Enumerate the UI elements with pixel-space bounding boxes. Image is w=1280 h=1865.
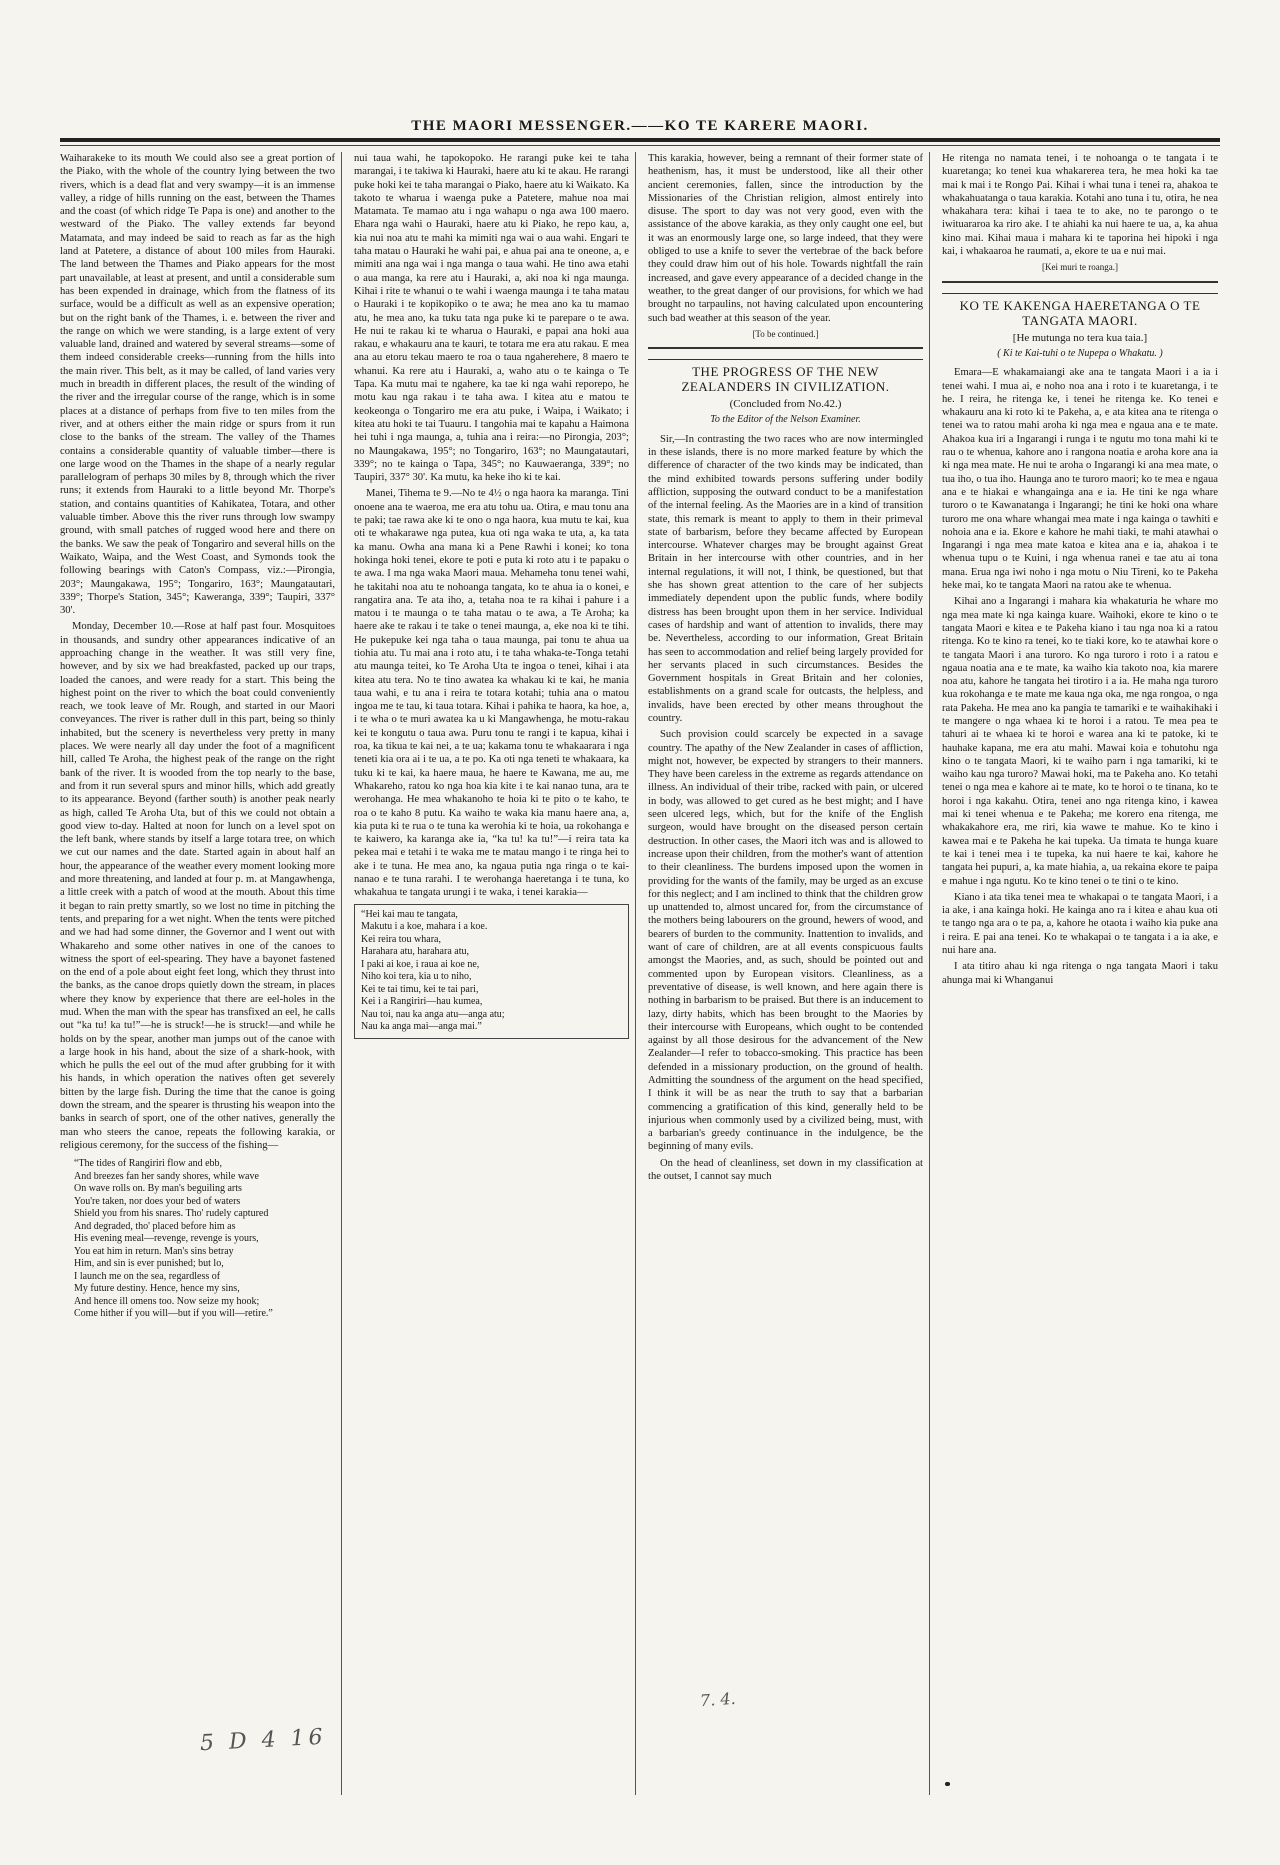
poem-line: And degraded, tho' placed before him as (74, 1220, 236, 1232)
poem-line: Nau ka anga mai—anga mai.” (361, 1021, 482, 1033)
col3-paragraph: Sir,—In contrasting the two races who are now intermingled in these islands, there is no more marked feature by which the difference of character of the two kinds may be indicated, than the mind exhibited towards persons suffering under bodily affliction, supposing the outward conduct to be a manifestation of the internal feeling. As the Maories are in a kind of transition state, this remark is meant to apply to them in their primeval state of barbarism, before they became affected by European intercourse. Whatever charges may be brought against Great Britain in her intercourse with other countries, and in her internal regulations, it will not, I think, be questioned, but that she has shown great attention to the care of her subjects immediately dependent upon the public funds, where bodily distress has been brought upon them in her service. Individual cases of hardship and want of attention to invalids, there may be. Nevertheless, according to our information, Great Britain has seen to accommodation and relief being largely provided for her servants placed in such circumstances. Besides the Government hospitals in Great Britain and her colonies, establishments on a grand scale for outcasts, the helpless, and invalids, have been erected by other means throughout the country. (648, 433, 923, 724)
masthead: THE MAORI MESSENGER.——KO TE KARERE MAORI. (411, 118, 869, 134)
column-4 (942, 152, 1224, 1795)
poem-line: I launch me on the sea, regardless of (74, 1270, 221, 1282)
poem-line: Nau toi, nau ka anga atu—anga atu; (361, 1008, 505, 1020)
poem-line: Kei te tai timu, kei te tai pari, (361, 983, 479, 995)
poem-line: Kei i a Rangiriri—hau kumea, (361, 996, 483, 1008)
header-rule-thick (60, 138, 1220, 142)
concluded-note: (Concluded from No.42.) (729, 398, 842, 411)
column-1 (60, 152, 342, 1795)
to-editor-line-maori: ( Ki te Kai-tuhi o te Nupepa o Whakatu. ) (997, 347, 1163, 359)
text-columns (60, 152, 1220, 1795)
handwritten-annotation: 5 D 4 16 (199, 1724, 328, 1757)
to-editor-line: To the Editor of the Nelson Examiner. (710, 414, 861, 426)
poem-line: His evening meal—revenge, revenge is yours, (74, 1233, 259, 1245)
poem-line: My future destiny. Hence, hence my sins, (74, 1283, 240, 1295)
poem-line: Him, and sin is ever punished; but lo, (74, 1258, 224, 1270)
col2-paragraph: nui taua wahi, he tapokopoko. He rarangi puke kei te taha marangai, i te takiwa ki Hauraki, haere atu ki te akau. He rarangi puke hoki kei te taha marangai o Piako, haere atu ki Waikato. Ka takoto te wharua i waenga puke a Patetere, mahue noa mai Matamata. Te mamao atu i nga wahapu o nga awa 100 maero. Ehara nga wahi o Hauraki, haere atu ki Piako, he repo kau, a, kia nui noa atu te mahi ka mimiti nga wai o aua wahi. Engari te taha matau o Hauraki he wahi pai, e ahua pai ana te oneone, a, e mimiti ana nga wai i nga manga o taua wahi. He tino awa etahi o aua manga, ka rere atu i Hauraki, a, aki noa ki nga maunga. Kihai i rite te whanui o te wahi i waenga maunga i te taha matau o Hauraki i te kopikopiko o te awa; he mea ano ka tu mamao atu, he mea ano, ka tuku tata nga puke ki te parepare o te awa. He nui te rakau ki te wharua o Hauraki, e papai ana hoki aua rakau, e whakauru ana te kauri, te totara me era atu rakau. E mea ana au etoru tekau maero te roa o taua ngaherehere, 8 maero te whanui. Ka rere atu i Hauraki, a, waho atu o te kainga o Te Tapa. Ka mutu mai te ngahere, ka tae ki nga wahi reporepo, he motu kau nga rakau i te taha awa. I kitea atu e matou te keokeonga o Tongariro me era atu puke, i Waipa, i Waikato; i kitea atu hoki te tai Tuauru. I tangohia mai te kapahu a Haimona hei tuhi i nga maunga, a, tuhia ana i reira:—no Pirongia, 203°; no Maungakawa, 195°; no Tongariro, 163°; no Maungatautari, 339°; no te kainga o Tapa, 345°; no Kauwaeranga, 339°; no Taupiri, 337° 30'. Ka mutu, ka heke iho ki te kai. (354, 153, 629, 484)
col4-paragraph: Kiano i ata tika tenei mea te whakapai o te tangata Maori, i a ia ake, i ana kainga hoki. He kainga ano ra i kitea e ahau kua oti te tango nga ara o te pa, a, kahore he otaota i waiho kia puke ana i reira. E pai ana tenei. Ko te whakapai o te tangata i a ia ake, e nui hare ana. (942, 891, 1218, 957)
column-3 (648, 152, 930, 1795)
ink-mark (945, 1782, 950, 1786)
poem-line: You eat him in return. Man's sins betray (74, 1245, 234, 1257)
poem-line: Niho koi tera, kia u to niho, (361, 971, 472, 983)
col1-paragraph: Monday, December 10.—Rose at half past four. Mosquitoes in thousands, and sundry other appearances indicative of an approaching change in the weather. It was still very fine, however, and by six we had breakfasted, packed up our traps, loaded the canoes, and were ready for a start. This being the highest point on the river to which the boat could conveniently reach, we took leave of Mr. Rough, and started in our Maori conveyances. The river is rather dull in this part, being so thinly inhabited, but the scenery is nevertheless very pretty in many places. We were nearly all day under the foot of a magnificent hill, called Te Aroha, the highest peak of the range on the right bank of the river. It is wooded from the top nearly to the base, and from it run several spurs and minor hills, which add greatly to its appearance. Beyond (farther south) is another peak nearly as high, called Te Aroha Uta, but of this we could not obtain a good view to-day. Halted at noon for lunch on a level spot on the left bank, where stands by itself a large totara tree, on which we cut our names and the date. Started again in about half an hour, the appearance of the weather every moment looking more and more threatening, and landed at four p. m. at Mangawhenga, a little creek with a patch of wood at the mouth. About this time it began to rain pretty smartly, so we lost no time in pitching the tents, and preparing for a wet night. When the tents were pitched and we had had some dinner, the Governor and I went out with Whakareho and some other natives in one of the canoes to witness the sport of eel-spearing. They have a bayonet fastened on the end of a pole about eight feet long, which they thrust into the banks, as the canoe drops quietly down the stream, in places where they know by experience that there are eel-holes in the mud. When the man with the spear has transfixed an eel, he calls out “ka tu! ka tu!”—he is struck!—he is struck!—and while he holds on by the spear, another man jumps out of the canoe with a large hook in his hand, about the size of a shark-hook, with which he pulls the eel out of the mud after grubbing for it with his hands, in which operation the natives often get severely bitten by the large fish. During the time that the canoe is going down the stream, and the spearer is thrusting his weapon into the banks in search of sport, one of the other natives, generally the man who steers the canoe, repeats the following karakia, or religious ceremony, for the success of the fishing— (60, 621, 335, 1151)
poem-line: “Hei kai mau te tangata, (361, 908, 458, 920)
col1-poem (74, 1158, 335, 1321)
col3-paragraph: Such provision could scarcely be expected in a savage country. The apathy of the New Zealander in cases of affliction, might not, however, be expected by strangers to their manners. They have been careless in the extreme as regards attendance on illness. An individual of their tribe, racked with pain, or ulcered in body, was allowed to get cured as he best might; and I have seen ulcered legs, which, but for the knife of the English surgeon, would have brought on the diseased person certain destruction. In other cases, the Maori itch was and is allowed to increase upon their children, from the mother's want of attention to their cleanliness. The burdens imposed upon the women in providing for the wants of the family, may be urged as an excuse for this neglect; and I am inclined to think that the children grow up unattended to, almost uncared for, from the circumstance of the mothers being labourers on the ground, hewers of wood, and bearers of burden to the community. Inattention to invalids, and want of care of children, are at all events conspicuous faults amongst the Maories, and, as such, should be pointed out and commented upon by European visitors. Cleanliness, as a preventative of disease, is well known, and here again there is nothing in barbarism to be praised. But there is an inducement to lazy, dirty habits, which has been brought to the Maories by their intercourse with Europeans, which ought to be contended against by all those desirous for the advancement of the New Zealander—I refer to tobacco-smoking. This practice has been defended in a missionary production, on the ground of health. Admitting the soundness of the argument on the head specified, I think it will be as near the truth to say that a barbarian commencing a gratification of this kind, generally held to be injurious when commonly used by a civilized being, must, with a barbarian's greedy continuance in the indulgence, be the beginning of many evils. (648, 729, 923, 1153)
col2-paragraph: Manei, Tihema te 9.—No te 4½ o nga haora ka maranga. Tini onoene ana te waeroa, me era atu tohu ua. Otira, e mau tonu ana te paki; tae rawa ake ki te ono o nga haora, kua mutu te kai, kua oti te whakarawe nga putea, kua oti nga waka te uta, a, ka tata ka manu. Owha ana mana ki a Pene Rawhi i konei; ko tona hokinga hoki tenei, ekore te poti e puta ki roto atu i te papaku o te awa. I ma nga waka Maori maua. Mehameha tonu tenei wahi, he takitahi noa atu te nohoanga tangata, ko te ahua ia o konei, e rangatira ana. Te ata iho, a, tetaha noa te ra kihai i pahure i a matou i te maunga o te taha matau o te awa, a Te Aroha; ka haere ake te rakau i te take o tenei maunga, a, eke noa ki te tihi. He pukepuke kei nga taha o taua maunga, pai tonu te ahua ua tiohia atu. Tu mai ana i roto atu, i te taha whaka-te-Tonga tetahi atu maunga teitei, ko Te Aroha Uta te ingoa o tenei, kihai i ata kitea atu tera. No te tino awatea ka whakau ki te kai, he mania taua wahi, e tu ana i reira te totara kotahi; tuhia ana o matou ingoa me te tau, ki taua totara. Kihai i pahika te haora, ka hoe, a, i te wha o te muri awatea ka u ki Mangawhenga, he motu-rakau kei te kongutu o taua awa. Puru tonu te rangi i te kapua, kihai i roa, ka tikua te kai nei, a te ua; kakama tonu te whakaarara i nga teneti kia ora ai i te ua, a te po. Ka oti nga teneti te whakaara, ka tuku ki te kai, ka haere maua, he haere te Kawana, me au, me Whakareho, ratou ko nga hoa kia kite i te kai nanao tuna, ara te werohanga. He mea whakanoho te hoia ki te pito o te kaho, te roa o te kaho 8 putu. Ka waiho te waka kia manu haere ana, a, kia puta ki te rua o te tuna ka werohia ki te hoia, ua rokohanga e te kaiwero, ka karanga ake ia, “ka tu! ka tu!”—i reira tata ka pekea mai e tetahi i te waka me te matau mango i te ringa hei to ake i te tuna. He mea ano, ka ngaua putia nga ringa o te kai-nanao e te tuna rarahi. I te werohanga haeretanga i te tuna, ko whakahua te tangata urungi i te waka, i tenei karakia— (354, 488, 629, 899)
col4-paragraph: He ritenga no namata tenei, i te nohoanga o te tangata i te kuaretanga; ko tenei kua whakarerea tera, he mea hoki ka tae mai k mai i te Rongo Pai. Kihai i whai tuna i tenei ra, ahakoa te whakahuatanga o taua karakia. Kotahi ano tuna i tu, otira, he nea whakahara tera: kihai i taea te to ake, no te parongo o te iwituararoa ka riro ake. I te ahiahi ka nui haere te ua, a, ka ahua kino mai. Kihai maua i mahara ki te taporina hei hipoki i nga kai, i whakaaroa he raumati, a, ekore te ua e nui mai. (942, 153, 1218, 258)
poem-line: And hence ill omens too. Now seize my hook; (74, 1295, 260, 1307)
section-divider (648, 347, 923, 360)
col3-paragraph: This karakia, however, being a remnant of their former state of heathenism, has, it must be understood, like all their other ancient ceremonies, fallen, since the introduction by the Missionaries of the Christian religion, almost entirely into disuse. The sport to day was not very good, even with the assistance of the above karakia, as they only caught one eel, but it was an enormously large one, so large indeed, that they were obliged to use a knife to sever the vertebrae of the back before they could draw him out of his hole. Towards nightfall the rain increased, and gave every appearance of a decided change in the weather, to the great danger of our provisions, for which we had brought no tarpaulins, not having calculated upon encountering such bad weather at this season of the year. (648, 153, 923, 324)
section-divider (942, 281, 1218, 294)
col4-paragraph: Emara—E whakamaiangi ake ana te tangata Maori i a ia i tenei wahi. I mua ai, e noho noa ana i roto i te kuaretanga, i te he. I reira, he ritenga ke, i tenei he ritenga ke. Ko tenei e whakauru ana ki roto ki te Pakeha, a, e ata kitea ana te ritenga o tenei wa to ratou mahi aroha ki nga mea e ngaua ana e te mate. Ahakoa kua iri a Ingarangi i runga i te ngutu mo tona mahi ki te rau o te whenua, kahore ano i rangona noatia e aroha kore ana ia ki nga mea mate. He nui te aroha o Ingarangi ki ana mea mate, o tua iho, o tua iho. Haunga ano te turoro maori; ko te mea e ngaua ana e te hiakai e whangainga ana e ia. He tini ke nga whare turoro o te Kawanatanga i Ingarangi; he tini ke hoki ona whare turoro me ona whare whangai mea mate i nga kainga o tawhiti e nohoia ana e ia. Ekore e kahore he mahi tiaki, te mahi atawhai o Ingarangi i nga mea mate katoa e kitea ana e ia, ahakoa i te whenua tupu o te Kuini, i nga whenua ranei e tae atu ai tona mana. Erua nga iwi noho i nga motu o Niu Tireni, ko te Pakeha heke mai, ko te tangata Maori na ratou ake te whenua. (942, 367, 1218, 592)
poem-line: Makutu i a koe, mahara i a koe. (361, 921, 488, 933)
poem-line: You're taken, nor does your bed of waters (74, 1195, 241, 1207)
kei-muri-te-roanga: [Kei muri te roanga.] (1042, 262, 1118, 273)
col4-paragraph: Kihai ano a Ingarangi i mahara kia whakaturia he whare mo nga mea mate ki nga kainga kuare. Waihoki, ekore te kino o te tangata Maori e kitea e te Pakeha kiano i tau nga noa ki a ratou ritenga. Ko te kino ra tenei, ko te tiaki kore, ko te atawhai kore o te tangata Maori i ana turoro. Ko nga turoro i roto i a ratou e ngaua noatia ana e te mate, ka waiho kia takoto noa, kia marere noa atu, kahore he tangata hei tirotiro i a ia. He maha nga turoro kua rokohanga e te mate me kaua nga oka, me nga rongoa, o nga rata Pakeha. He mea ano ka pangia te tamariki e te waihakihaki i te mangere o nga whaea ki te horoi i a ratou. Te mea pea te tahuri ai te whaea ki te horoi e warea ana ki te patoke, ki te hauhake kapana, me era atu mahi. Mawai koia e tohutohu nga kino o te tangata Maori, ki te waiho parn i nga tamariki, ki te waiho kau nga turoro? Mawai hoki, ma te Pakeha ano. Ko tetahi tenei o nga mea e kahore ai te mate, ko te horoi o te tinana, ko te horoi i nga kakahu. Otira, tenei ano nga ritenga kino, i kawea mai ki tenei whenua e te Pakeha; me korero ena ritenga, me whakakahore era, me riri, kia wawe te mahue. Ko te kino i kawea mai e te Pakeha he kai tupeka. Ua timata te hunga kuare te kai i tenei mea i te tupeka, ka nui haere te kai, kahore he tangata hei pupuri, a, ka mate hiahia, a, ua rekaina ekore te paipa e mahue i nga ngutu. Ko te kino tenei o te tini o te kino. (942, 596, 1218, 887)
column-2 (354, 152, 636, 1795)
poem-line: I paki ai koe, i raua ai koe ne, (361, 958, 480, 970)
poem-line: Shield you from his snares. Tho' rudely captured (74, 1208, 269, 1220)
header-rule-thin (60, 145, 1220, 146)
poem-line: “The tides of Rangiriri flow and ebb, (74, 1158, 223, 1170)
article-title-maori: KO TE KAKENGA HAERETANGA O TE TANGATA MAORI. (959, 297, 1201, 328)
col1-paragraph: Waiharakeke to its mouth We could also see a great portion of the Piako, with the whole of the country lying between the two rivers, which is a dead flat and very swampy—it is an immense valley, a ridge of hills running on the east, between the Thames and the coast (of which ridge Te Papa is one) and another to the westward of the Piako. The valley extends far beyond Matamata, and may indeed be said to reach as far as the high land at Patetere, a distance of about 100 miles from Hauraki. The land between the Thames and Piako appears for the most part unavailable, at least at present, and until a considerable sum has been expended in drainage, which from the flatness of its surface, would be a difficult as well as an expensive operation; but on the right bank of the Thames, i. e. between the river and the range on which we were standing, is a large extent of very valuable land, drained and watered by several streams—some of them indeed considerable creeks—running from the hills into the main river. This belt, as it may be called, of land varies very much in breadth in different places, the result of the winding of the river and the irregular course of the range, which is in some places at a distance of perhaps from five to ten miles from the river, and at others either the main ridge or spurs from it run close to the banks of the stream. The valley of the Thames contains a considerable quantity of valuable timber—there is one large wood on the Thames in the shape of a nearly regular parallelogram of perhaps 30 miles by 8, through which the river runs; it extends from Hauraki to a little beyond Mr. Thorpe's station, and contains quantities of Kahikatea, Totara, and other valuable timber. Above this the river runs through low swampy ground, with small patches of rugged wood here and there on the banks. We saw the peak of Tongariro and several hills on the Waikato, Waipa, and the West Coast, and Symonds took the following bearings with Caton's Compass, viz.:—Pirongia, 203°; Maungakawa, 195°; Tongariro, 163°; Maungatautari, 339°; Thorpe's Station, 345°; Kaweranga, 339°; Taupiri, 337° 30'. (60, 153, 335, 617)
continued-note-maori: [He mutunga no tera kua taia.] (1012, 331, 1148, 344)
poem-line: On wave rolls on. By man's beguiling arts (74, 1183, 242, 1195)
poem-line: Kei reira tou whara, (361, 933, 441, 945)
article-title: THE PROGRESS OF THE NEW ZEALANDERS IN CIVILIZATION. (681, 364, 890, 395)
handwritten-annotation-2: 7. 4. (699, 1688, 737, 1711)
col2-poem (354, 904, 629, 1039)
poem-line: Come hither if you will—but if you will—retire.” (74, 1308, 273, 1320)
poem-line: Harahara atu, harahara atu, (361, 946, 469, 958)
col3-paragraph: On the head of cleanliness, set down in my classification at the outset, I cannot say much (648, 1157, 923, 1183)
to-be-continued: [To be continued.] (752, 328, 819, 339)
col4-paragraph: I ata titiro ahau ki nga ritenga o nga tangata Maori i taku ahunga mai ki Whanganui (942, 961, 1218, 986)
poem-line: And breezes fan her sandy shores, while wave (74, 1170, 259, 1182)
